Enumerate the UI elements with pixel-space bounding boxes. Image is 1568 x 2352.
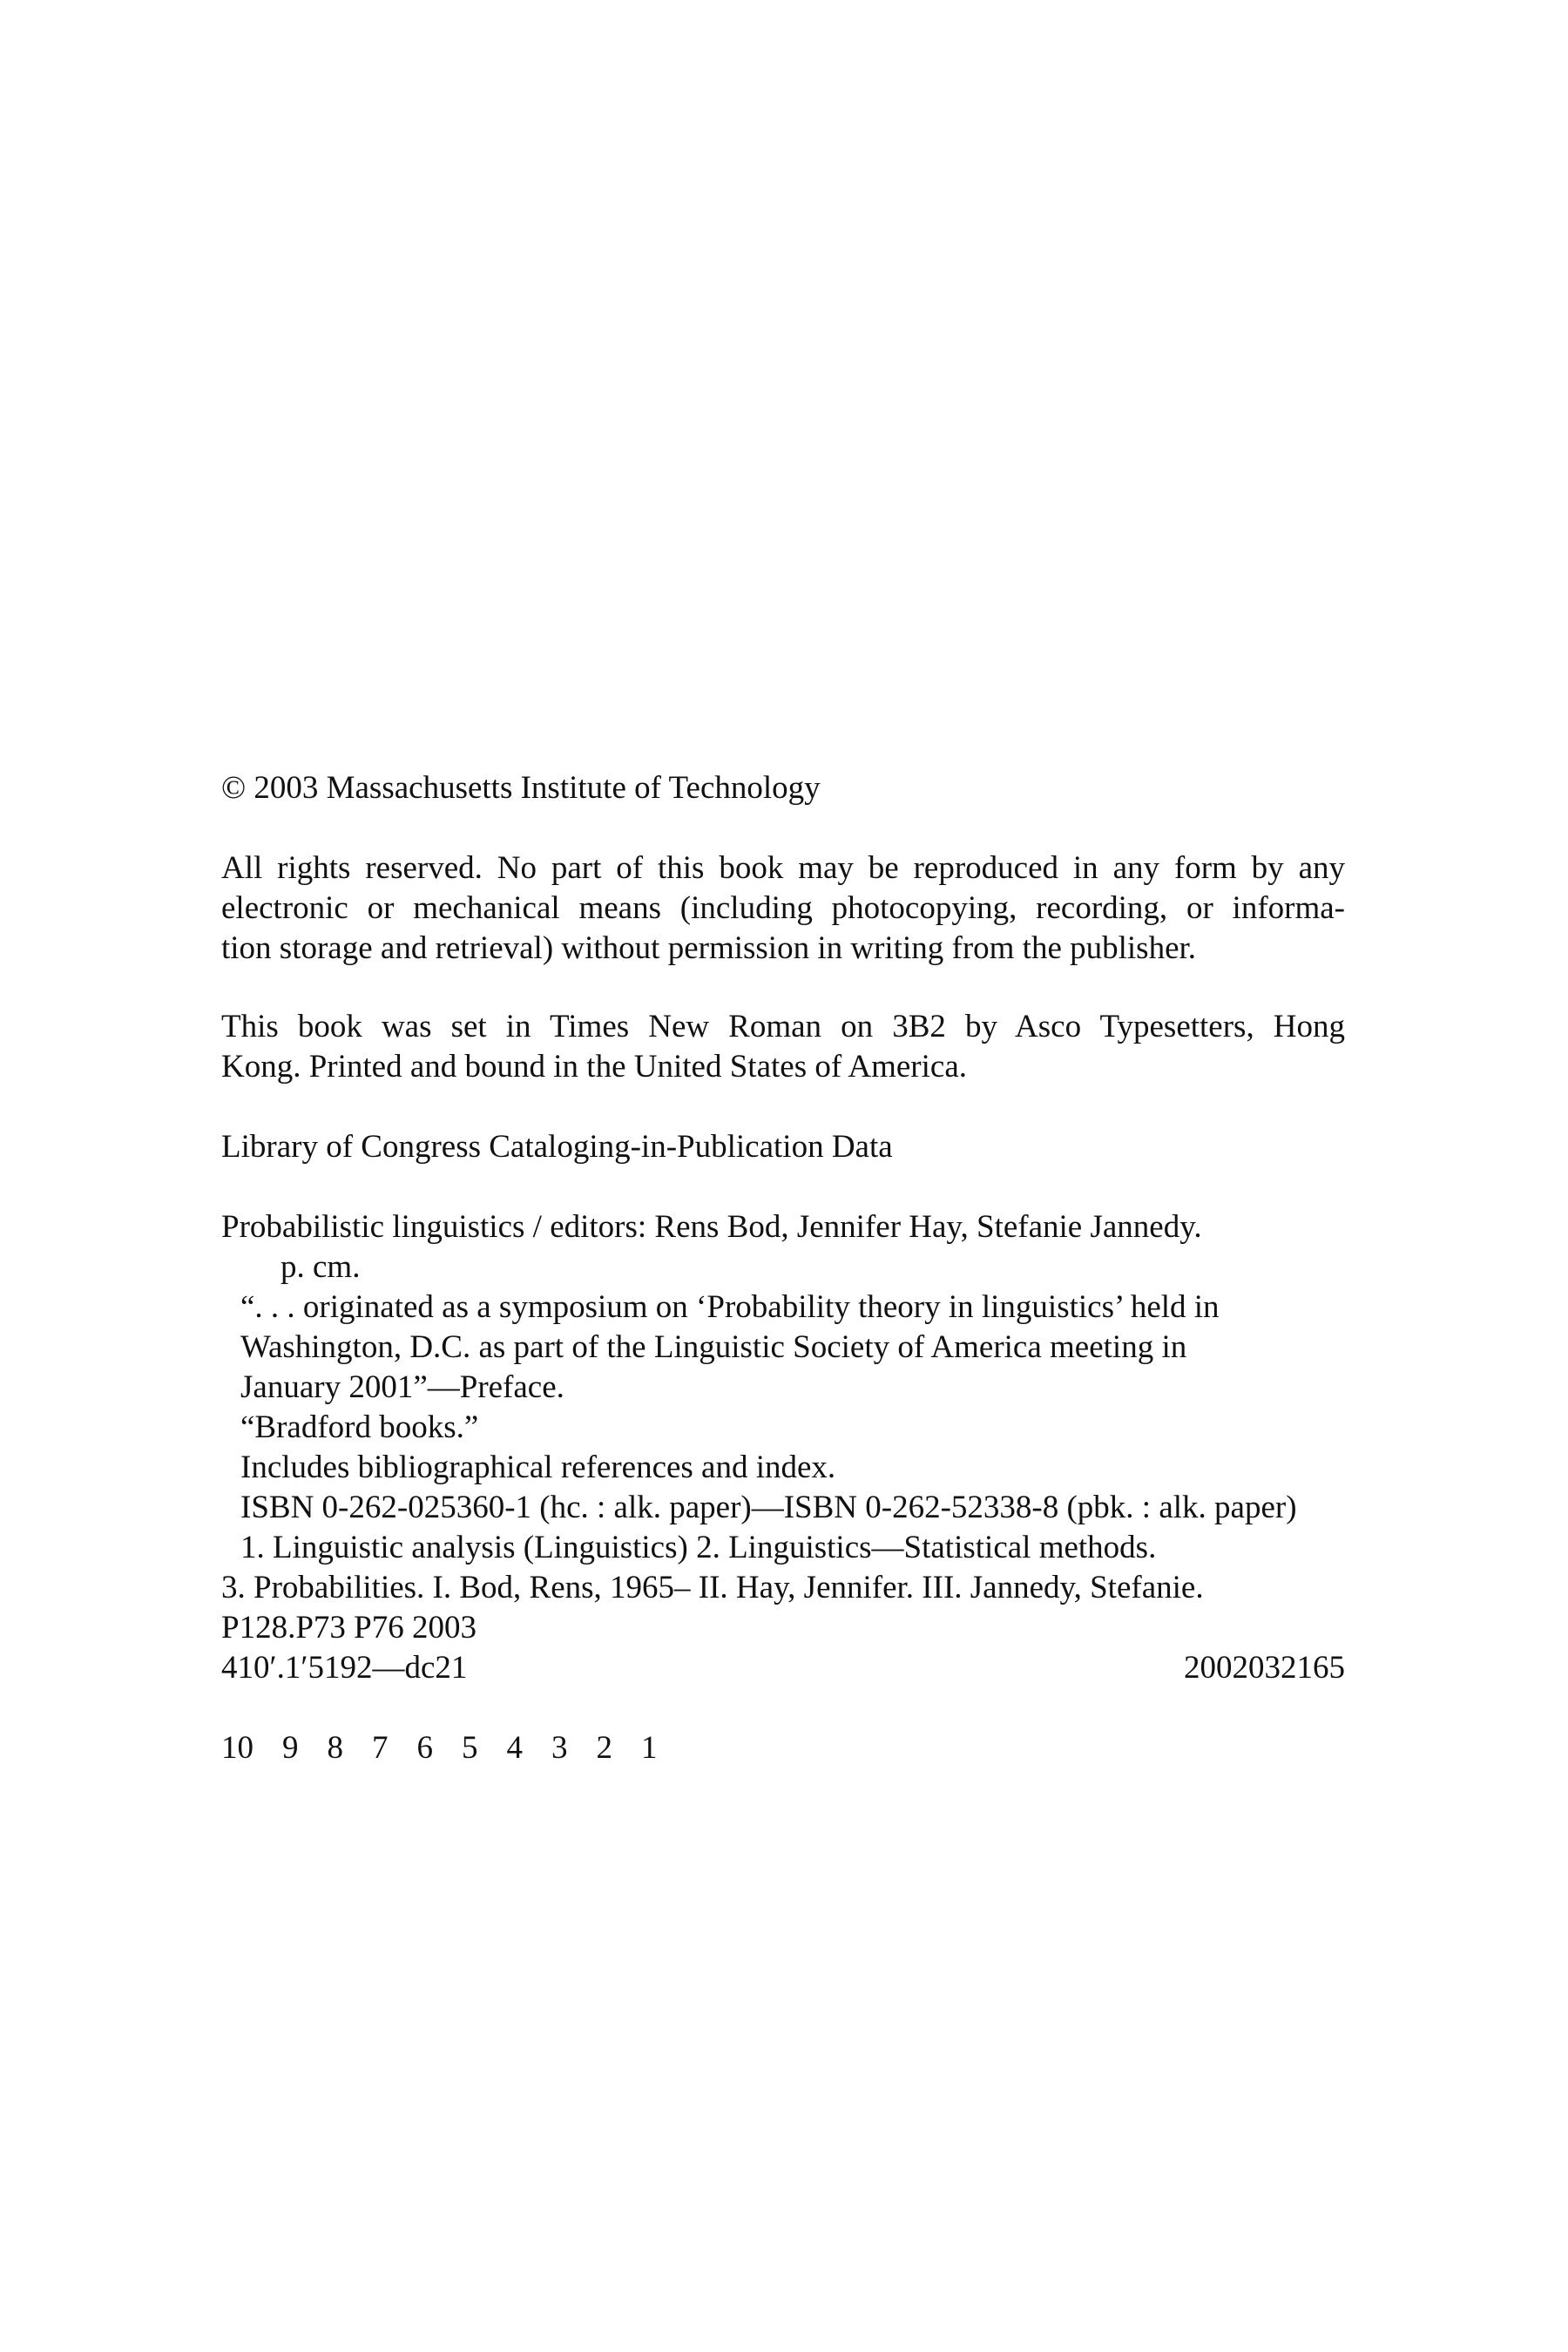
cip-title-line: Probabilistic linguistics / editors: Rens Bod, Jennifer Hay, Stefanie Jannedy. xyxy=(221,1209,1202,1245)
print-number: 7 xyxy=(372,1730,389,1766)
print-number: 1 xyxy=(641,1730,658,1766)
copyright-notice xyxy=(221,768,1345,808)
copyright-line: © 2003 Massachusetts Institute of Technology xyxy=(221,770,821,806)
typesetting-line-1: This book was set in Times New Roman on 3B2 by Asco Typesetters, Hong xyxy=(221,1009,1345,1044)
print-line xyxy=(221,1728,1345,1768)
cip-isbn: ISBN 0-262-025360-1 (hc. : alk. paper)—ISBN 0-262-52338-8 (pbk. : alk. paper) xyxy=(240,1490,1297,1525)
cip-heading: Library of Congress Cataloging-in-Publication Data xyxy=(221,1129,893,1165)
cip-callnumber: P128.P73 P76 2003 xyxy=(221,1610,476,1646)
cip-subjects-line-2: 3. Probabilities. I. Bod, Rens, 1965– II. Hay, Jennifer. III. Jannedy, Stefanie. xyxy=(221,1570,1204,1605)
cip-pcm: p. cm. xyxy=(280,1249,361,1285)
print-number: 4 xyxy=(506,1730,523,1766)
cip-subjects-line-1: 1. Linguistic analysis (Linguistics) 2. Linguistics—Statistical methods. xyxy=(240,1530,1157,1565)
print-number: 8 xyxy=(327,1730,343,1766)
print-number: 5 xyxy=(462,1730,478,1766)
cip-classification-row xyxy=(221,1648,1345,1688)
cip-record xyxy=(221,1207,1345,1688)
print-number: 3 xyxy=(551,1730,568,1766)
typesetting-line-2: Kong. Printed and bound in the United States of America. xyxy=(221,1049,967,1085)
rights-paragraph xyxy=(221,848,1345,969)
rights-line-2: electronic or mechanical means (including photocopying, recording, or informa- xyxy=(221,890,1345,926)
print-number: 6 xyxy=(416,1730,433,1766)
cip-heading-block xyxy=(221,1127,1345,1167)
cip-note-line-1: “. . . originated as a symposium on ‘Probability theory in linguistics’ held in xyxy=(240,1289,1220,1325)
print-number: 2 xyxy=(596,1730,612,1766)
rights-line-1: All rights reserved. No part of this book may be reproduced in any form by any xyxy=(221,850,1345,886)
rights-line-3: tion storage and retrieval) without permission in writing from the publisher. xyxy=(221,930,1197,966)
cip-note-line-3: January 2001”—Preface. xyxy=(240,1369,564,1405)
print-number: 9 xyxy=(282,1730,299,1766)
typesetting-paragraph xyxy=(221,1007,1345,1087)
cip-lccn: 2002032165 xyxy=(1184,1650,1345,1686)
cip-note-line-2: Washington, D.C. as part of the Linguistic Society of America meeting in xyxy=(240,1329,1187,1365)
cip-dewey: 410′.1′5192—dc21 xyxy=(221,1650,468,1686)
cip-bradford: “Bradford books.” xyxy=(240,1409,479,1445)
cip-includes: Includes bibliographical references and index. xyxy=(240,1450,836,1485)
print-number: 10 xyxy=(221,1730,253,1766)
